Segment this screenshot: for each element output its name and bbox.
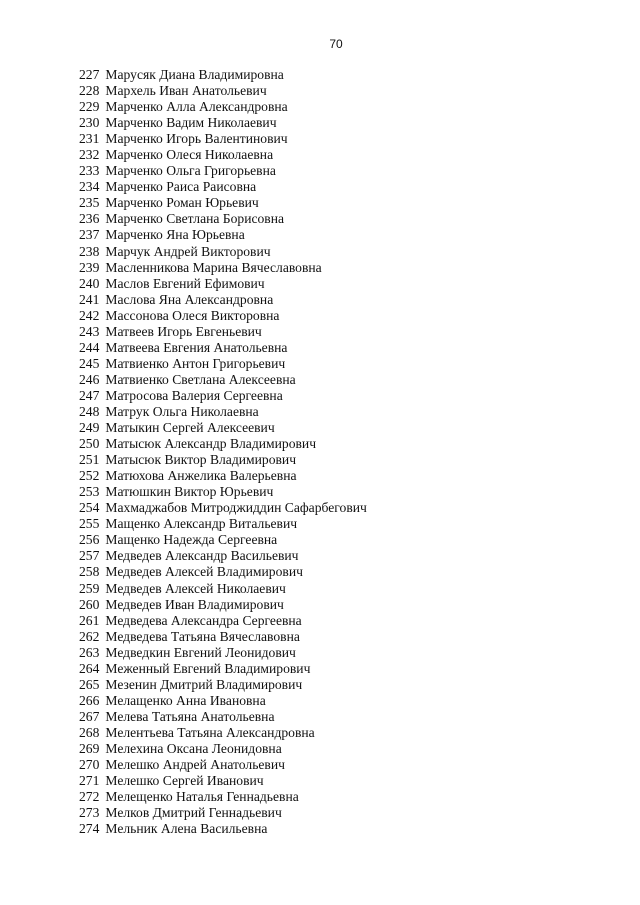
entry-name: Мелков Дмитрий Геннадьевич [105,805,282,821]
entry-name: Мезенин Дмитрий Владимирович [105,676,303,692]
entry-number: 235 [79,195,100,211]
list-item [79,436,599,452]
list-item [79,468,599,484]
entry-name: Масленникова Марина Вячеславовна [105,259,322,275]
entry-name: Матыкин Сергей Алексеевич [105,420,275,436]
entry-name: Марчук Андрей Викторович [105,243,271,259]
entry-number: 250 [79,436,100,452]
entry-number: 269 [79,740,100,756]
list-item [79,741,599,757]
entry-number: 249 [79,420,100,436]
entry-name: Марченко Роман Юрьевич [105,195,259,211]
entry-number: 259 [79,580,100,596]
entry-number: 230 [79,115,100,131]
entry-number: 239 [79,259,100,275]
entry-number: 264 [79,660,100,676]
list-item [79,757,599,773]
page-number: 70 [329,37,343,51]
entry-number: 266 [79,692,100,708]
entry-name: Матысюк Виктор Владимирович [105,452,297,468]
list-item [79,484,599,500]
list-item [79,773,599,789]
entry-number: 229 [79,99,100,115]
entry-name: Матрук Ольга Николаевна [105,403,259,419]
entry-number: 272 [79,789,100,805]
entry-name: Матвеев Игорь Евгеньевич [105,323,262,339]
entry-number: 238 [79,243,100,259]
entry-number: 248 [79,403,100,419]
entry-name: Матросова Валерия Сергеевна [105,387,283,403]
entry-number: 246 [79,371,100,387]
list-item [79,645,599,661]
entry-number: 261 [79,612,100,628]
entry-number: 253 [79,484,100,500]
entry-number: 255 [79,516,100,532]
entry-name: Матвиенко Светлана Алексеевна [105,371,296,387]
entry-name: Мельник Алена Васильевна [105,821,268,837]
entry-number: 262 [79,628,100,644]
list-item [79,805,599,821]
entry-name: Меженный Евгений Владимирович [105,660,311,676]
list-item [79,115,599,131]
list-item [79,227,599,243]
entry-name: Медведев Алексей Владимирович [105,564,303,580]
list-item [79,452,599,468]
entry-name: Матюхова Анжелика Валерьевна [105,468,297,484]
entry-number: 237 [79,227,100,243]
entry-name: Медведев Александр Васильевич [105,548,299,564]
entry-number: 271 [79,773,100,789]
entry-name: Медведева Татьяна Вячеславовна [105,628,300,644]
entry-number: 270 [79,757,100,773]
name-list [79,67,599,837]
entry-name: Мелещенко Наталья Геннадьевна [105,789,299,805]
entry-number: 273 [79,805,100,821]
list-item [79,163,599,179]
entry-name: Мелешко Сергей Иванович [105,773,264,789]
list-item [79,661,599,677]
list-item [79,195,599,211]
list-item [79,131,599,147]
entry-name: Мархель Иван Анатольевич [105,83,267,99]
list-item [79,693,599,709]
entry-number: 258 [79,564,100,580]
entry-number: 256 [79,532,100,548]
entry-number: 231 [79,131,100,147]
entry-number: 252 [79,468,100,484]
list-item [79,516,599,532]
entry-name: Мащенко Александр Витальевич [105,516,298,532]
entry-number: 244 [79,339,100,355]
entry-number: 268 [79,724,100,740]
list-item [79,99,599,115]
entry-number: 265 [79,676,100,692]
list-item [79,613,599,629]
entry-number: 236 [79,211,100,227]
entry-name: Марченко Алла Александровна [105,99,288,115]
list-item [79,244,599,260]
entry-number: 240 [79,275,100,291]
entry-name: Мащенко Надежда Сергеевна [105,532,278,548]
list-item [79,372,599,388]
entry-number: 242 [79,307,100,323]
entry-number: 247 [79,387,100,403]
list-item [79,404,599,420]
list-item [79,500,599,516]
list-item [79,67,599,83]
entry-name: Маслова Яна Александровна [105,291,274,307]
entry-name: Мелехина Оксана Леонидовна [105,740,282,756]
entry-name: Мелащенко Анна Ивановна [105,692,266,708]
list-item [79,308,599,324]
list-item [79,211,599,227]
list-item [79,548,599,564]
entry-name: Матвиенко Антон Григорьевич [105,355,286,371]
entry-number: 228 [79,83,100,99]
entry-name: Медведев Алексей Николаевич [105,580,286,596]
list-item [79,564,599,580]
list-item [79,532,599,548]
entry-name: Матвеева Евгения Анатольевна [105,339,288,355]
list-item [79,324,599,340]
entry-name: Марченко Светлана Борисовна [105,211,285,227]
list-item [79,677,599,693]
list-item [79,356,599,372]
entry-name: Матюшкин Виктор Юрьевич [105,484,274,500]
entry-name: Мелешко Андрей Анатольевич [105,757,285,773]
entry-name: Медведев Иван Владимирович [105,596,284,612]
entry-number: 245 [79,355,100,371]
list-item [79,725,599,741]
entry-name: Марченко Раиса Раисовна [105,179,257,195]
list-item [79,581,599,597]
list-item [79,179,599,195]
list-item [79,789,599,805]
entry-number: 274 [79,821,100,837]
entry-name: Медведева Александра Сергеевна [105,612,302,628]
entry-number: 251 [79,452,100,468]
list-item [79,260,599,276]
entry-name: Марченко Игорь Валентинович [105,131,288,147]
list-item [79,388,599,404]
list-item [79,709,599,725]
entry-number: 227 [79,67,100,82]
entry-number: 232 [79,147,100,163]
entry-name: Марусяк Диана Владимировна [105,67,284,82]
entry-name: Мелева Татьяна Анатольевна [105,708,275,724]
entry-number: 254 [79,500,100,516]
entry-name: Маслов Евгений Ефимович [105,275,265,291]
entry-number: 257 [79,548,100,564]
entry-name: Матысюк Александр Владимирович [105,436,317,452]
entry-number: 243 [79,323,100,339]
entry-name: Марченко Ольга Григорьевна [105,163,276,179]
entry-name: Марченко Олеся Николаевна [105,147,274,163]
list-item [79,276,599,292]
list-item [79,597,599,613]
entry-name: Медведкин Евгений Леонидович [105,644,296,660]
entry-number: 267 [79,708,100,724]
list-item [79,147,599,163]
entry-number: 233 [79,163,100,179]
entry-number: 234 [79,179,100,195]
list-item [79,83,599,99]
list-item [79,340,599,356]
entry-name: Марченко Яна Юрьевна [105,227,245,243]
entry-name: Мелентьева Татьяна Александровна [105,724,315,740]
entry-number: 241 [79,291,100,307]
list-item [79,420,599,436]
entry-name: Марченко Вадим Николаевич [105,115,277,131]
list-item [79,292,599,308]
entry-name: Массонова Олеся Викторовна [105,307,280,323]
list-item [79,821,599,837]
entry-number: 263 [79,644,100,660]
list-item [79,629,599,645]
entry-name: Махмаджабов Митроджиддин Сафарбегович [105,500,367,516]
entry-number: 260 [79,596,100,612]
